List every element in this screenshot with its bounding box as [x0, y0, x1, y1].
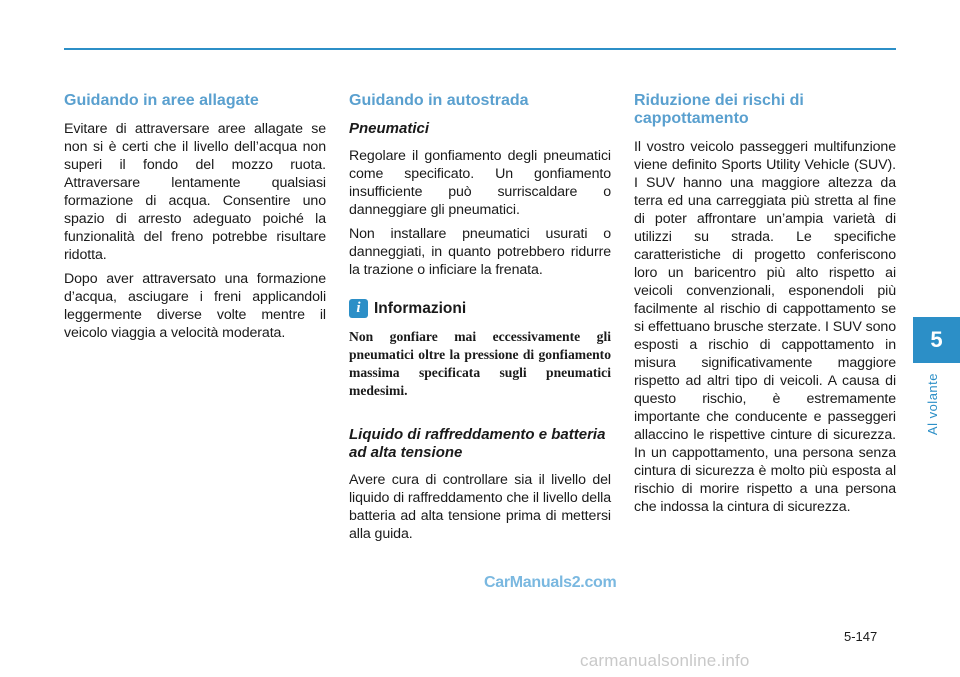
chapter-label: [920, 372, 944, 436]
section-title-flooded-areas: Guidando in aree allagate: [64, 92, 259, 109]
page-number: 5-147: [844, 629, 878, 644]
section-title-highway: Guidando in autostrada: [349, 92, 529, 109]
top-rule: [64, 48, 896, 50]
footer-watermark: carmanualsonline.info: [580, 651, 750, 670]
paragraph: Non installare pneumatici usurati o danneggiati, in quanto potrebbero ridurre la trazione o inficiare la frenata.: [349, 226, 611, 278]
watermark: CarManuals2.com: [484, 574, 617, 591]
subsection-title-coolant-battery: Liquido di raffreddamento e batteria ad alta tensione: [349, 426, 606, 461]
paragraph: Il vostro veicolo passeggeri multifunzione viene definito Sports Utility Vehicle (SUV). I SUV hanno una maggiore altezza da terra ed una carreggiata più stretta al fine di poter affrontare un’ampia varietà di utilizzi su strada. Le specifiche caratteristiche di progetto conferiscono loro un baricentro più alto rispetto ai veicoli convenzionali, esponendoli più facilmente al rischio di cappottamento se si effettuano brusche sterzate. I SUV sono esposti a rischio di cappottamento in misura significativamente maggiore rispetto ad altri tipo di veicoli. A causa di questo rischio, è estremamente importante che conducente e passeggeri allaccino le rispettive cinture di sicurezza. In un cappottamento, una persona senza cintura di sicurezza è molto più esposta al rischio di morire rispetto a una persona che indossa la cintura di sicurezza.: [634, 139, 896, 515]
paragraph: Dopo aver attraversato una formazione d’acqua, asciugare i freni applicandoli leggermente diverse volte mentre il veicolo viaggia a velocità moderata.: [64, 271, 326, 341]
column-highway: [349, 92, 611, 549]
info-box-header: [349, 299, 611, 318]
info-text: Non gonfiare mai eccessivamente gli pneumatici oltre la pressione di gonfiamento massima specificata sugli pneumatici medesimi.: [349, 329, 611, 398]
section-title-rollover: Riduzione dei rischi di cappottamento: [634, 92, 804, 127]
paragraph: Avere cura di controllare sia il livello del liquido di raffreddamento che il livello della batteria ad alta tensione prima di mettersi alla guida.: [349, 472, 611, 542]
paragraph: Regolare il gonfiamento degli pneumatici come specificato. Un gonfiamento insufficiente può surriscaldare o danneggiare gli pneumatici.: [349, 148, 611, 218]
info-icon: i: [349, 299, 368, 318]
column-flooded-areas: [64, 92, 326, 348]
chapter-number-tab: 5: [913, 317, 960, 363]
subsection-title-tyres: Pneumatici: [349, 120, 430, 137]
info-title: Informazioni: [374, 299, 467, 317]
chapter-label-text: Al volante: [924, 372, 940, 436]
column-rollover: [634, 92, 896, 522]
paragraph: Evitare di attraversare aree allagate se non si è certi che il livello dell’acqua non superi il fondo del mozzo ruota. Attraversare lentamente qualsiasi formazione di acqua. Consentire uno spazio di arresto adeguato poiché la funzionalità del freno potrebbe risultare ridotta.: [64, 121, 326, 263]
